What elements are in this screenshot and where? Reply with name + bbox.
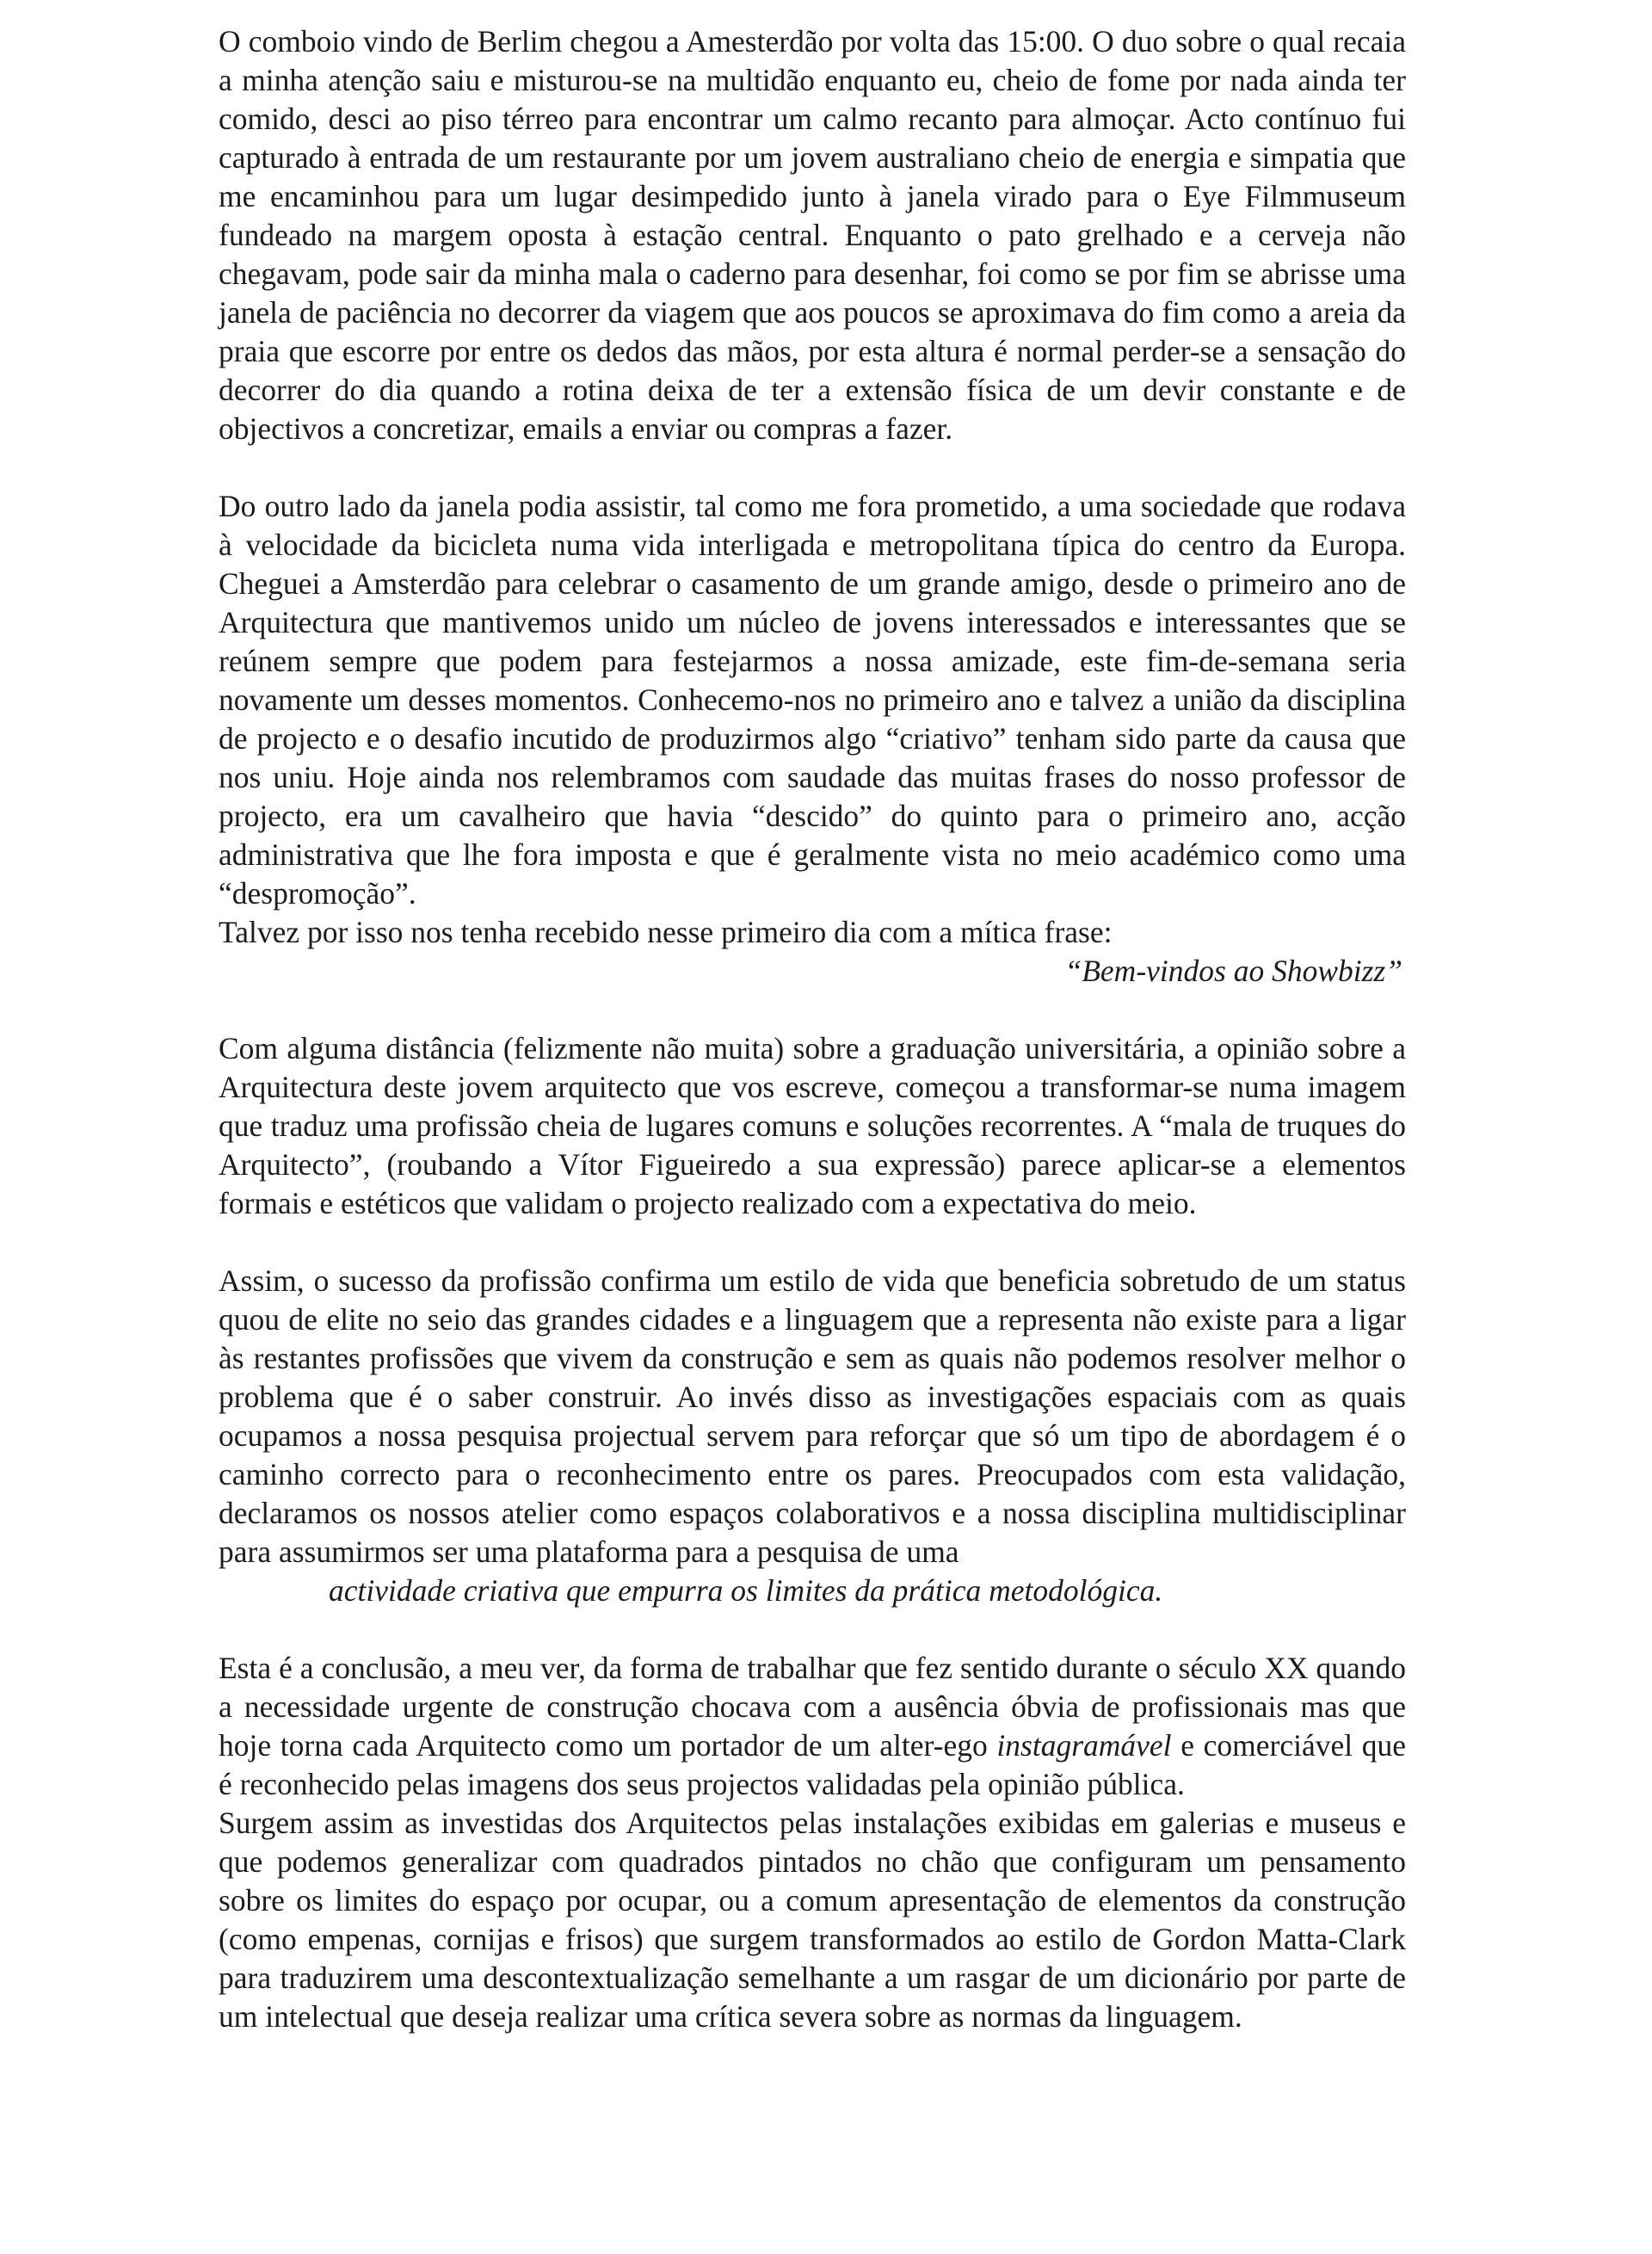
- conclusion-text-start: Esta é a conclusão, a meu ver, da forma de trabalhar que fez sentido durante o século XX quando a necessidade urgente de construção chocava com a ausência óbvia de profissionais mas que hoje torna cada Arquitecto como um portador de um alter-ego: [219, 1651, 1406, 1763]
- conclusion-text-end: e comerciável que é reconhecido pelas imagens dos seus projectos validadas pela opinião pública.: [219, 1728, 1406, 1801]
- paragraph-graduation-distance: Com alguma distância (felizmente não muita) sobre a graduação universitária, a opinião sobre a Arquitectura deste jovem arquitecto que vos escreve, começou a transformar-se numa imagem que traduz uma profissão cheia de lugares comuns e soluções recorrentes. A “mala de truques do Arquitecto”, (roubando a Vítor Figueiredo a sua expressão) parece aplicar-se a elementos formais e estéticos que validam o projecto realizado com a expectativa do meio.: [219, 1031, 1406, 1220]
- quote-creative-activity: actividade criativa que empurra os limites da prática metodológica.: [329, 1573, 1163, 1608]
- paragraph-conclusion: [219, 1649, 1406, 1804]
- quote-showbizz: “Bem-vindos ao Showbizz”: [1064, 954, 1402, 988]
- paragraph-arrival: O comboio vindo de Berlim chegou a Amesterdão por volta das 15:00. O duo sobre o qual recaia a minha atenção saiu e misturou-se na multidão enquanto eu, cheio de fome por nada ainda ter comido, desci ao piso térreo para encontrar um calmo recanto para almoçar. Acto contínuo fui capturado à entrada de um restaurante por um jovem australiano cheio de energia e simpatia que me encaminhou para um lugar desimpedido junto à janela virado para o Eye Filmmuseum fundeado na margem oposta à estação central. Enquanto o pato grelhado e a cerveja não chegavam, pode sair da minha mala o caderno para desenhar, foi como se por fim se abrisse uma janela de paciência no decorrer da viagem que aos poucos se aproximava do fim como a areia da praia que escorre por entre os dedos das mãos, por esta altura é normal perder-se a sensação do decorrer do dia quando a rotina deixa de ter a extensão física de um devir constante e de objectivos a concretizar, emails a enviar ou compras a fazer.: [219, 24, 1406, 446]
- paragraph-window-view: Do outro lado da janela podia assistir, tal como me fora prometido, a uma sociedade que rodava à velocidade da bicicleta numa vida interligada e metropolitana típica do centro da Europa. Cheguei a Amsterdão para celebrar o casamento de um grande amigo, desde o primeiro ano de Arquitectura que mantivemos unido um núcleo de jovens interessados e interessantes que se reúnem sempre que podem para festejarmos a nossa amizade, este fim-de-semana seria novamente um desses momentos. Conhecemo-nos no primeiro ano e talvez a união da disciplina de projecto e o desafio incutido de produzirmos algo “criativo” tenham sido parte da causa que nos uniu. Hoje ainda nos relembramos com saudade das muitas frases do nosso professor de projecto, era um cavalheiro que havia “descido” do quinto para o primeiro ano, acção administrativa que lhe fora imposta e que é geralmente vista no meio académico como uma “despromoção”.: [219, 489, 1406, 911]
- document-page: [219, 22, 1406, 2036]
- paragraph-famous-phrase-intro: Talvez por isso nos tenha recebido nesse primeiro dia com a mítica frase:: [219, 915, 1113, 949]
- conclusion-italic-term: instagramável: [996, 1728, 1172, 1763]
- paragraph-installations: Surgem assim as investidas dos Arquitectos pelas instalações exibidas em galerias e museus e que podemos generalizar com quadrados pintados no chão que configuram um pensamento sobre os limites do espaço por ocupar, ou a comum apresentação de elementos da construção (como empenas, cornijas e frisos) que surgem transformados ao estilo de Gordon Matta-Clark para traduzirem uma descontextualização semelhante a um rasgar de um dicionário por parte de um intelectual que deseja realizar uma crítica severa sobre as normas da linguagem.: [219, 1806, 1406, 2034]
- paragraph-profession-success: Assim, o sucesso da profissão confirma um estilo de vida que beneficia sobretudo de um status quou de elite no seio das grandes cidades e a linguagem que a representa não existe para a ligar às restantes profissões que vivem da construção e sem as quais não podemos resolver melhor o problema que é o saber construir. Ao invés disso as investigações espaciais com as quais ocupamos a nossa pesquisa projectual servem para reforçar que só um tipo de abordagem é o caminho correcto para o reconhecimento entre os pares. Preocupados com esta validação, declaramos os nossos atelier como espaços colaborativos e a nossa disciplina multidisciplinar para assumirmos ser uma plataforma para a pesquisa de uma: [219, 1263, 1406, 1569]
